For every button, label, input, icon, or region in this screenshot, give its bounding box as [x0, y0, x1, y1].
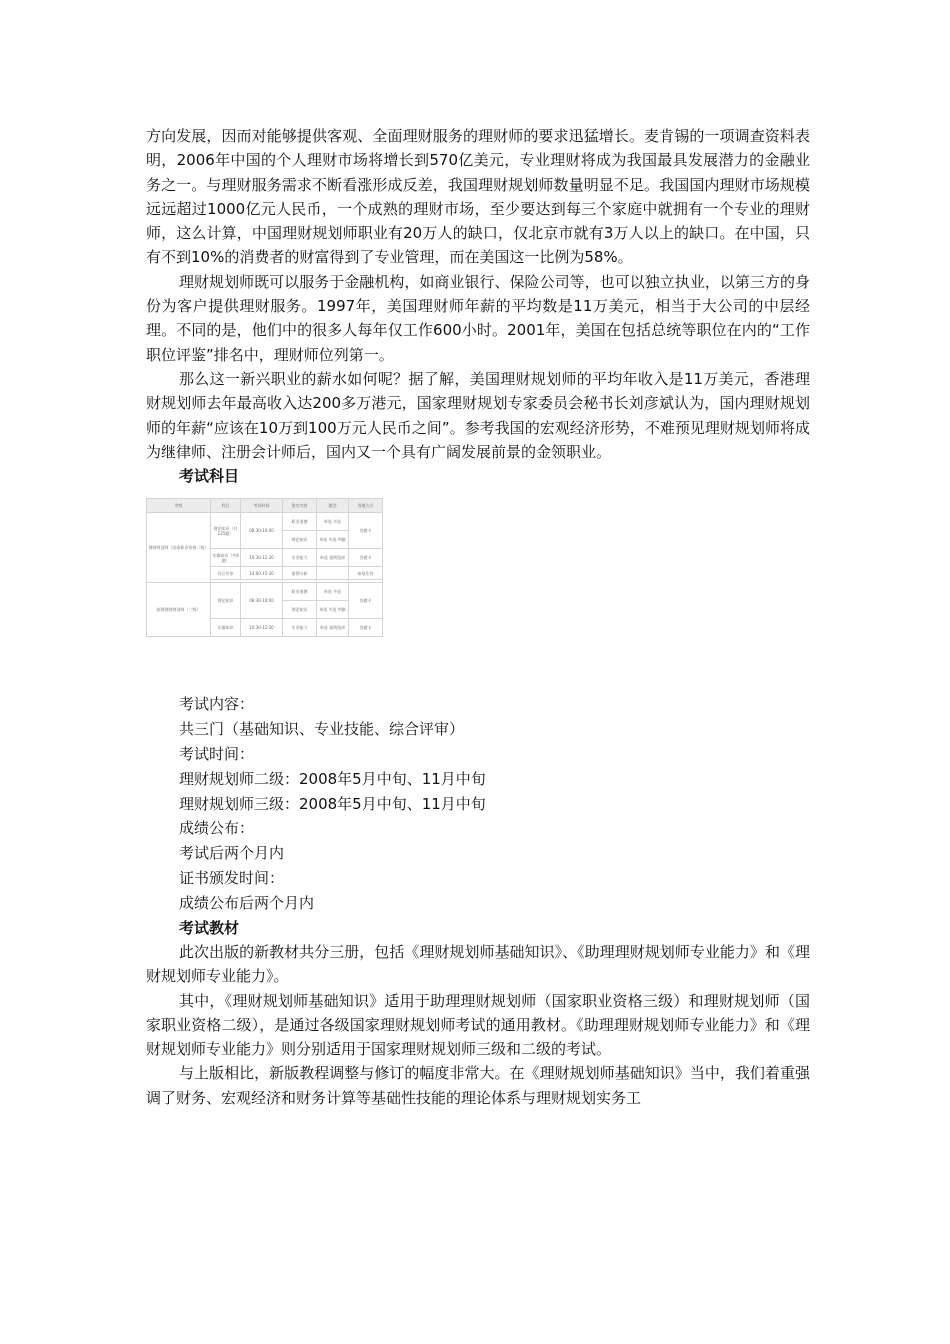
info-line: 成绩公布后两个月内 [179, 893, 315, 912]
table-cell: 08:30-10:00 [241, 583, 283, 619]
table-row [147, 513, 383, 531]
table-cell: 专业能力 [283, 549, 317, 567]
table-cell: 综合评审 [211, 567, 241, 580]
table-cell: 理论知识（共125题） [211, 513, 241, 549]
table-cell: 答题卡 [349, 513, 383, 549]
table-cell: 14:00-15:30 [241, 567, 283, 580]
table-cell: 专业能力 [283, 619, 317, 637]
table-header: 等级 [147, 499, 211, 513]
info-line: 成绩公布： [179, 819, 255, 838]
table-header: 鉴定内容 [283, 499, 317, 513]
heading-exam-textbook: 考试教材 [179, 918, 240, 937]
table-cell: 单选 多选 判断 [317, 601, 349, 619]
table-cell: 职业道德 [283, 583, 317, 601]
info-line: 证书颁发时间： [179, 869, 285, 888]
table-header: 科目 [211, 499, 241, 513]
table-cell: 单选 多选 [317, 513, 349, 531]
paragraph-market: 方向发展，因而对能够提供客观、全面理财服务的理财师的要求迅猛增长。麦肯锡的一项调查资料表明，2006年中国的个人理财市场将增长到570亿美元，专业理财将成为我国最具发展潜力的金融业务之一。与理财服务需求不断看涨形成反差，我国理财规划师数量明显不足。我国国内理财市场规模远远超过1000亿元人民币，一个成熟的理财市场，至少要达到每三个家庭中就拥有一个专业的理财师，这么计算，中国理财规划师职业有20万人的缺口，仅北京市就有3万人以上的缺口。在中国，只有不到10%的消费者的财富得到了专业管理，而在美国这一比例为58%。 [146, 127, 810, 267]
table-cell: 职业道德 [283, 513, 317, 531]
table-cell: 答题卡 [349, 619, 383, 637]
table-header: 考试时间 [241, 499, 283, 513]
paragraph-employment: 理财规划师既可以服务于金融机构，如商业银行、保险公司等，也可以独立执业，以第三方的身份为客户提供理财服务。1997年，美国理财师年薪的平均数是11万美元，相当于大公司的中层经理。不同的是，他们中的很多人每年仅工作600小时。2001年，美国在包括总统等职位在内的“工作职位评鉴”排名中，理财师位列第一。 [146, 272, 810, 364]
info-line: 考试后两个月内 [179, 844, 285, 863]
table-cell: 纸笔作答 [349, 567, 383, 580]
info-line: 理财规划师三级：2008年5月中旬、11月中旬 [179, 794, 486, 813]
table-cell: 答题卡 [349, 583, 383, 619]
table-cell: 理财规划师（国家职业资格二级） [147, 513, 211, 583]
table-cell: 答题卡 [349, 549, 383, 567]
table-row [147, 583, 383, 601]
table-cell: 理论知识 [283, 531, 317, 549]
table-cell: 实操知识（共6题） [211, 549, 241, 567]
heading-exam-subjects: 考试科目 [179, 467, 240, 486]
table-cell: 助理理财规划师（三级） [147, 583, 211, 637]
table-cell: 理论知识 [211, 583, 241, 619]
table-header-row [147, 499, 383, 513]
info-line: 共三门（基础知识、专业技能、综合评审） [179, 720, 465, 739]
info-line: 考试时间： [179, 745, 255, 764]
table-cell: 10:30-12:30 [241, 619, 283, 637]
table-cell: 单选 多选 判断 [317, 531, 349, 549]
document-page [146, 124, 810, 1110]
table-cell: 08:30-10:00 [241, 513, 283, 549]
table-header: 答题方式 [349, 499, 383, 513]
table-header: 题型 [317, 499, 349, 513]
info-line: 考试内容： [179, 695, 255, 714]
table-cell: 理论知识 [283, 601, 317, 619]
table-cell: 单选 多选 [317, 583, 349, 601]
paragraph-textbook-usage: 其中，《理财规划师基础知识》适用于助理理财规划师（国家职业资格三级）和理财规划师（国家职业资格二级），是通过各级国家理财规划师考试的通用教材。《助理理财规划师专业能力》和《理财规划师专业能力》则分别适用于国家理财规划师三级和二级的考试。 [146, 991, 810, 1059]
exam-subjects-table [146, 498, 383, 637]
table-cell: 10:30-12:30 [241, 549, 283, 567]
table-cell [317, 567, 349, 580]
info-line: 理财规划师二级：2008年5月中旬、11月中旬 [179, 769, 486, 788]
paragraph-textbook-revision: 与上版相比，新版教程调整与修订的幅度非常大。在《理财规划师基础知识》当中，我们着重强调了财务、宏观经济和财务计算等基础性技能的理论体系与理财规划实务工 [146, 1064, 810, 1107]
table-cell: 案例分析 [283, 567, 317, 580]
table-cell: 单选 案例选择 [317, 619, 349, 637]
table-cell: 单选 案例选择 [317, 549, 349, 567]
exam-subjects-table-image [146, 498, 382, 670]
paragraph-textbook: 此次出版的新教材共分三册，包括《理财规划师基础知识》、《助理理财规划师专业能力》和《理财规划师专业能力》。 [146, 942, 810, 986]
table-cell: 实操知识 [211, 619, 241, 637]
paragraph-salary: 那么这一新兴职业的薪水如何呢？据了解，美国理财规划师的平均年收入是11万美元，香港理财规划师去年最高收入达200多万港元，国家理财规划专家委员会秘书长刘彦斌认为，国内理财规划师的年薪“应该在10万到100万元人民币之间”。参考我国的宏观经济形势，不难预见理财规划师将成为继律师、注册会计师后，国内又一个具有广阔发展前景的金领职业。 [146, 369, 810, 461]
